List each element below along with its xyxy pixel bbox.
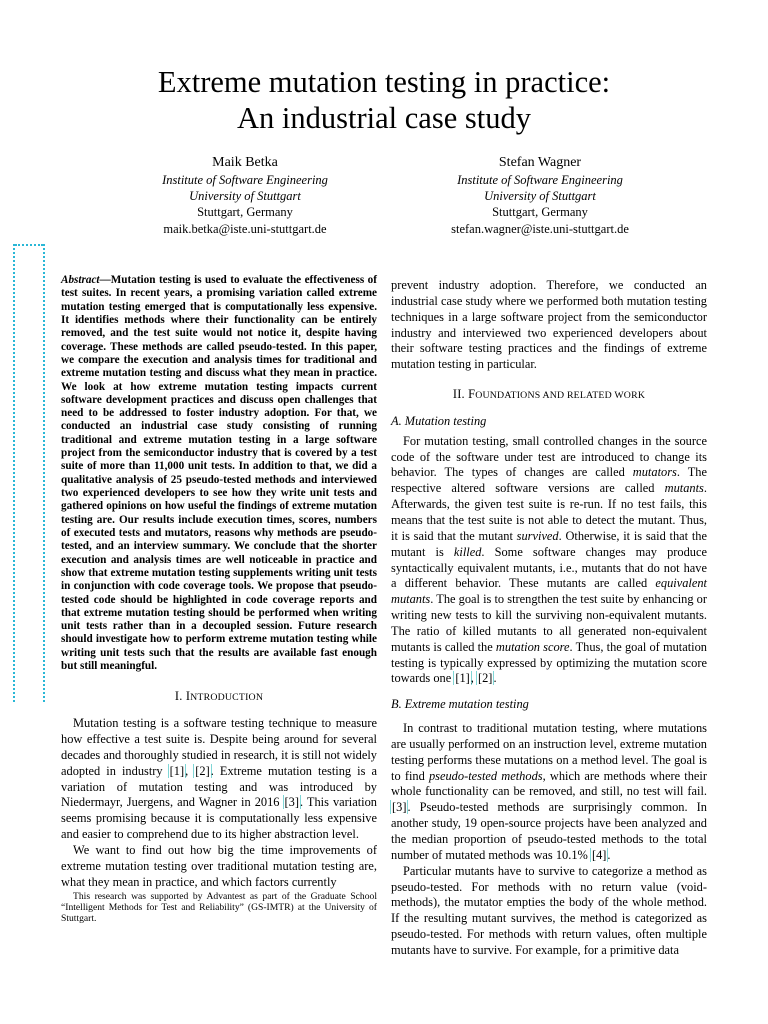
- author-city: Stuttgart, Germany: [197, 205, 293, 220]
- section-heading-introduction: [61, 689, 377, 706]
- term: mutators: [632, 465, 677, 480]
- text: , which are methods where their whole functionality can be removed, and still, no test will fail.: [391, 768, 707, 799]
- author-institute: Institute of Software Engineering: [162, 173, 328, 187]
- text: . The goal is to strengthen the test suite by enhancing or writing new tests to kill the surviving non-equivalent mutants. The ratio of killed mutants to all generated non-equivalent mutants is called the: [391, 592, 707, 654]
- paragraph-continued: prevent industry adoption. Therefore, we conducted an industrial case study where we performed both mutation testing techniques in a large software project from the semiconductor industry and interviewed two experienced developers about their software testing practices and the findings of extreme mutation testing in particular.: [391, 278, 707, 372]
- citation-link[interactable]: [4]: [591, 847, 607, 862]
- text: . Otherwise, it is said that the mutant is: [391, 528, 707, 559]
- intro-paragraph-2: We want to find out how big the time improvements of extreme mutation testing over traditional mutation testing are, what they mean in practice, and which factors currently: [61, 842, 377, 889]
- author-city: Stuttgart, Germany: [492, 205, 588, 220]
- citation-link[interactable]: [2]: [195, 763, 210, 778]
- text: . Pseudo-tested methods are surprisingly common. In another study, 19 open-source projects have been analyzed and the median proportion of pseudo-tested methods to the total number of mutated methods was 10.1%: [391, 800, 707, 862]
- citation-link[interactable]: [3]: [392, 800, 407, 815]
- abstract-body: —Mutation testing is used to evaluate the effectiveness of test suites. In recent years, a promising variation called extreme mutation testing emerged that is computationally less expensive. It identifies methods where their functionality can be entirely removed, and the test suite would not notice it, despite having coverage. These methods are called pseudo-tested. In this paper, we compare the execution and analysis times for traditional and extreme mutation testing and discuss what they mean in practice. We look at how extreme mutation testing impacts current software development practices and discuss open challenges that need to be addressed to foster industry adoption. For that, we conducted an industrial case study consisting of running traditional and extreme mutation testing in a large software project from the semiconductor industry that is covered by a test suite of more than 11,000 unit tests. In addition to that, we did a qualitative analysis of 25 pseudo-tested methods and interviewed two experienced developers to see how they write unit tests and gathered opinions on how useful the findings of extreme mutation testing are. Our results include execution times, scores, numbers of executed tests and mutators, reasons why methods are pseudo-tested, and an interview summary. We conclude that the shorter execution and analysis times are well noticeable in practice and show that extreme mutation testing supplements writing unit tests in conjunction with code coverage tools. We propose that pseudo-tested code should be highlighted in code coverage reports and that extreme mutation testing should be performed when writing unit tests rather than in a decoupled session. Future research should investigate how to perform extreme mutation testing while writing unit tests such that the results are available fast enough but still meaningful.: [61, 274, 377, 673]
- left-column: [61, 274, 377, 924]
- text: . This variation seems promising because it is computationally less expensive and easier to comprehend due to its higher abstraction level.: [61, 795, 377, 842]
- author-name: Maik Betka: [212, 155, 278, 170]
- text: . Some software changes may produce syntactically equivalent mutants, i.e., mutants that do not have a different behavior. These mutants are called: [391, 544, 707, 591]
- term: killed: [453, 544, 482, 559]
- author-email[interactable]: maik.betka@iste.uni-stuttgart.de: [163, 221, 327, 236]
- citation-link[interactable]: [3]: [284, 795, 299, 810]
- text: Mutation testing is a software testing technique to measure how effective a test suite is. Despite being around for several decades and thoroughly studied in research, it is still not widely adopted in industry: [61, 716, 377, 778]
- term: survived: [516, 528, 559, 543]
- title-line-2: An industrial case study: [237, 101, 531, 135]
- subsection-heading-mutation-testing: A. Mutation testing: [391, 413, 487, 428]
- author-name: Stefan Wagner: [498, 155, 582, 170]
- term: mutation score: [495, 639, 570, 654]
- paragraph-particular-mutants: Particular mutants have to survive to categorize a method as pseudo-tested. For methods with no return value (void-methods), the mutator empties the body of the whole method. If the resulting mutant survives, the method is categorized as pseudo-tested. For methods with return values, often multiple mutants have to survive. For example, for a primitive data: [391, 863, 707, 957]
- footnote: This research was supported by Advantest as part of the Graduate School “Intelligent Methods for Test and Reliability” (GS-IMTR) at the University of Stuttgart.: [61, 890, 377, 925]
- section-heading-rest: OUNDATIONS AND RELATED WORK: [475, 390, 646, 402]
- section-heading-rest: NTRODUCTION: [190, 692, 264, 704]
- author-email[interactable]: stefan.wagner@iste.uni-stuttgart.de: [451, 221, 629, 236]
- section-heading-initial: I: [185, 689, 191, 704]
- text: In contrast to traditional mutation testing, where mutations are usually performed on an instruction level, extreme mutation testing performs these mutations on a method level. The goal is to find: [391, 721, 707, 783]
- abstract-label: Abstract: [61, 274, 100, 286]
- text: ,: [470, 671, 477, 686]
- text: ,: [185, 763, 195, 778]
- author-university: University of Stuttgart: [484, 189, 596, 204]
- right-column: [391, 278, 707, 959]
- text: . Thus, the goal of mutation testing is typically expressed by optimizing the mutation score towards one: [391, 639, 707, 686]
- title-line-1: Extreme mutation testing in practice:: [157, 65, 611, 99]
- subsection-heading-extreme-mutation-testing: B. Extreme mutation testing: [391, 697, 529, 712]
- text: . The respective altered software versions are called: [391, 465, 707, 496]
- text: . Extreme mutation testing is a variation of mutation testing and was introduced by Niedermayr, Juergens, and Wagner in 2016: [61, 763, 377, 810]
- paper-title: [0, 64, 768, 136]
- paragraph-extreme-mutation-testing: [391, 721, 707, 864]
- section-number: I.: [174, 689, 186, 704]
- abstract: [61, 274, 377, 673]
- section-heading-initial: F: [468, 387, 476, 402]
- section-heading-foundations: [391, 387, 707, 404]
- citation-link[interactable]: [1]: [169, 763, 185, 778]
- paragraph-mutation-testing: [391, 434, 707, 688]
- intro-paragraph-1: [61, 716, 377, 843]
- author-block-1: [145, 154, 345, 237]
- term: mutants: [664, 481, 704, 496]
- author-block-2: [420, 154, 660, 237]
- text: . Afterwards, the given test suite is re-run. If no test fails, this means that the test suite is not able to detect the mutant. Thus, it is said that the mutant: [391, 481, 707, 543]
- text: For mutation testing, small controlled changes in the source code of the software under test are introduced to change its behavior. The types of changes are called: [391, 433, 707, 480]
- text: .: [493, 671, 497, 686]
- term: equivalent mutants: [391, 576, 707, 607]
- citation-link[interactable]: [2]: [477, 671, 493, 686]
- citation-link[interactable]: [1]: [455, 671, 470, 686]
- selection-marker: [13, 244, 45, 702]
- term: pseudo-tested methods: [428, 768, 543, 783]
- section-number: II.: [452, 387, 469, 402]
- author-university: University of Stuttgart: [189, 189, 301, 204]
- author-institute: Institute of Software Engineering: [457, 173, 623, 187]
- text: .: [607, 847, 611, 862]
